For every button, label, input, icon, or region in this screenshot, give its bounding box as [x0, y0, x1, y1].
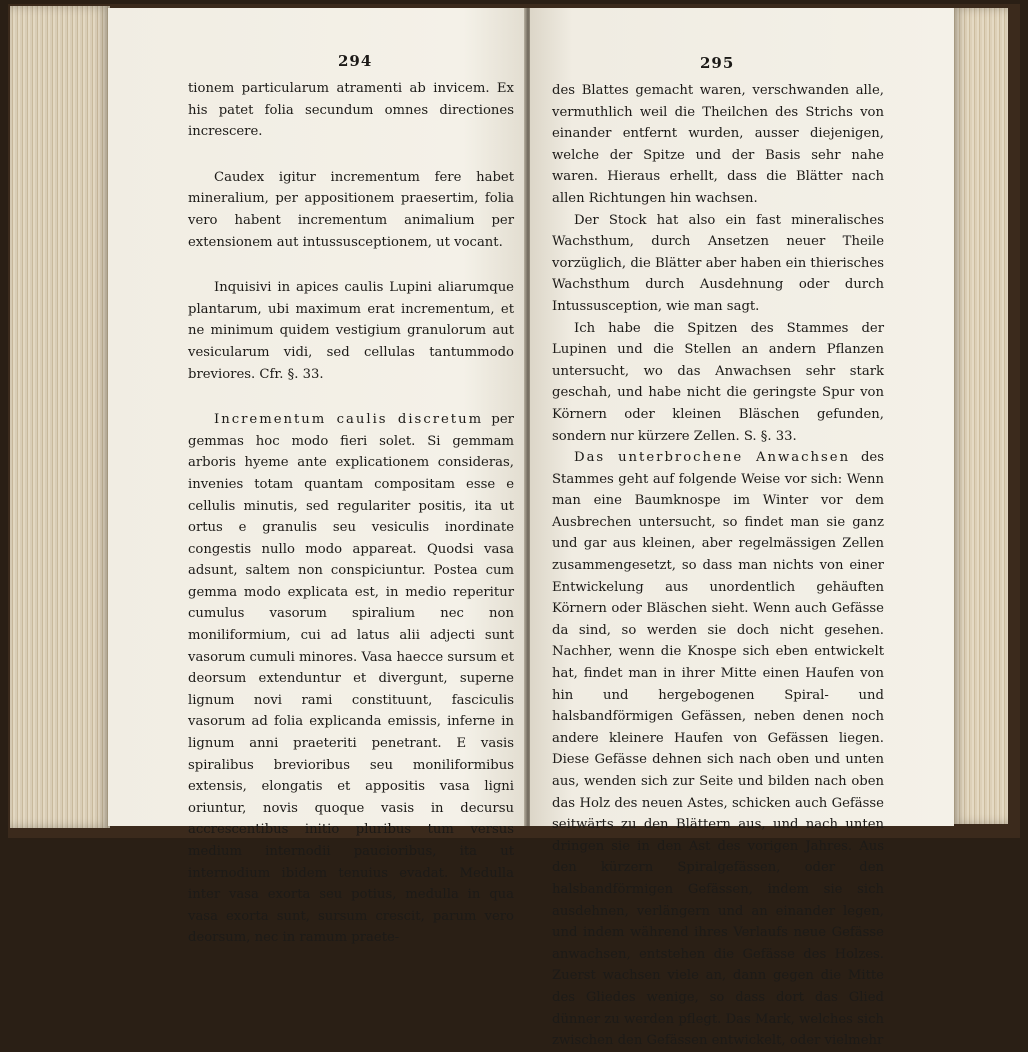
paragraph: Der Stock hat also ein fast mineralisches Wachsthum, durch Ansetzen neuer Theile vorzüglich, die Blätter aber haben ein thierisches Wachsthum durch Ausdehnung oder durch Intussusception, wie man sagt. [552, 212, 884, 314]
paragraph: tionem particularum atramenti ab invicem. Ex his patet folia secundum omnes directiones increscere. [188, 81, 514, 140]
paragraph-with-heading [188, 409, 514, 949]
paragraph: Inquisivi in apices caulis Lupini aliarumque plantarum, ubi maximum erat incrementum, et ne minimum quidem vestigium granulorum aut vesicularum vidi, sed cellulas tantummodo breviores. Cfr. §. 33. [188, 280, 514, 382]
paragraph-body: des Stammes geht auf folgende Weise vor sich: Wenn man eine Baumknospe im Winter vor dem Ausbrechen untersucht, so findet man sie ganz und gar aus kleinen, aber regelmässigen Zellen zusammengesetzt, so dass man nichts von einer Entwickelung aus unordentlich gehäuften Körnern oder Bläschen sieht. Wenn auch Gefässe da sind, so werden sie doch nicht gesehen. Nachher, wenn die Knospe sich eben entwickelt hat, findet man in ihrer Mitte einen Haufen von hin und hergebogenen Spiral- und halsbandförmigen Gefässen, neben denen noch andere kleinere Haufen von Gefässen liegen. Diese Gefässe dehnen sich nach oben und unten aus, wenden sich zur Seite und bilden nach oben das Holz des neuen Astes, schicken auch Gefässe seitwärts zu den Blättern aus, und nach unten dringen sie in den Ast des vorigen Jahres. Aus den kürzern Spiralgefässen, oder den halsbandförmigen Gefässen, indem sie sich ausdehnen, verlängern und an einander legen, und indem während ihres Verlaufs neue Gefässe anwachsen, entstehen die Gefässe des Holzes. Zuerst wachsen viele an, dann gegen die Mitte des Gliedes wenige, so dass dort das Glied dünner zu werden pflegt. Das Mark, welches sich zwischen den Gefässen entwickelt, oder vielmehr [552, 450, 884, 1049]
paragraph: Ich habe die Spitzen des Stammes der Lupinen und die Stellen an andern Pflanzen untersucht, wo das Anwachsen sehr stark geschah, und habe nicht die geringste Spur von Körnern oder kleinen Bläschen gefunden, sondern nur kürzere Zellen. S. §. 33. [552, 320, 884, 444]
paragraph-body: modo fieri solet. Si gemmam arboris hyeme ante explicationem consideras, invenies totam quantam compositam esse e cellulis minutis, sed regulariter positis, ita ut ortus e granulis seu vesiculis inordinate congestis nullo modo appareat. Quodsi vasa adsunt, saltem non conspiciuntur. Postea cum gemma modo explicata est, in medio reperitur cumulus vasorum spiralium nec non moniliformium, cui ad latus alii adjecti sunt vasorum cumuli minores. Vasa haecce sursum et deorsum extenduntur et divergunt, superne lignum novi rami constituunt, fasciculis vasorum ad folia explicanda emissis, inferne in lignum anni praeteriti penetrant. E vasis spiralibus brevioribus seu moniliformibus extensis, elongatis et appositis vasa ligni oriuntur, novis quoque vasis in decursu accrescentibus initio pluribus tum versus medium internodii paucioribus, ita ut internodium ibidem tenuius evadat. Medulla inter vasa exorta seu potius, medulla in qua vasa exorta sunt, sursum crescit, parum vero deorsum, nec in ramum praete- [188, 433, 514, 946]
page-edges-left [10, 6, 110, 828]
left-page-text [188, 78, 514, 949]
heading-tail: per gemmas hoc [188, 412, 514, 449]
page-edges-right [952, 8, 1008, 824]
right-page [530, 8, 954, 1049]
paragraph-with-heading [552, 447, 884, 1052]
spaced-heading: Das unterbrochene Anwachsen [574, 450, 851, 466]
spaced-heading: Incrementum caulis discretum [214, 412, 484, 428]
right-page-text [552, 80, 884, 1052]
paragraph: des Blattes gemacht waren, verschwanden alle, vermuthlich weil die Theilchen des Strichs von einander entfernt wurden, ausser diejenigen, welche der Spitze und der Basis sehr nahe waren. Hieraus erhellt, dass die Blätter nach allen Richtungen hin wachsen. [552, 83, 884, 206]
left-page [108, 8, 526, 946]
paragraph: Caudex igitur incrementum fere habet mineralium, per appositionem praesertim, folia vero habent incrementum animalium per extensionem aut intussusceptionem, ut vocant. [188, 169, 514, 250]
page-number: 295 [700, 54, 735, 72]
page-number: 294 [338, 52, 373, 70]
